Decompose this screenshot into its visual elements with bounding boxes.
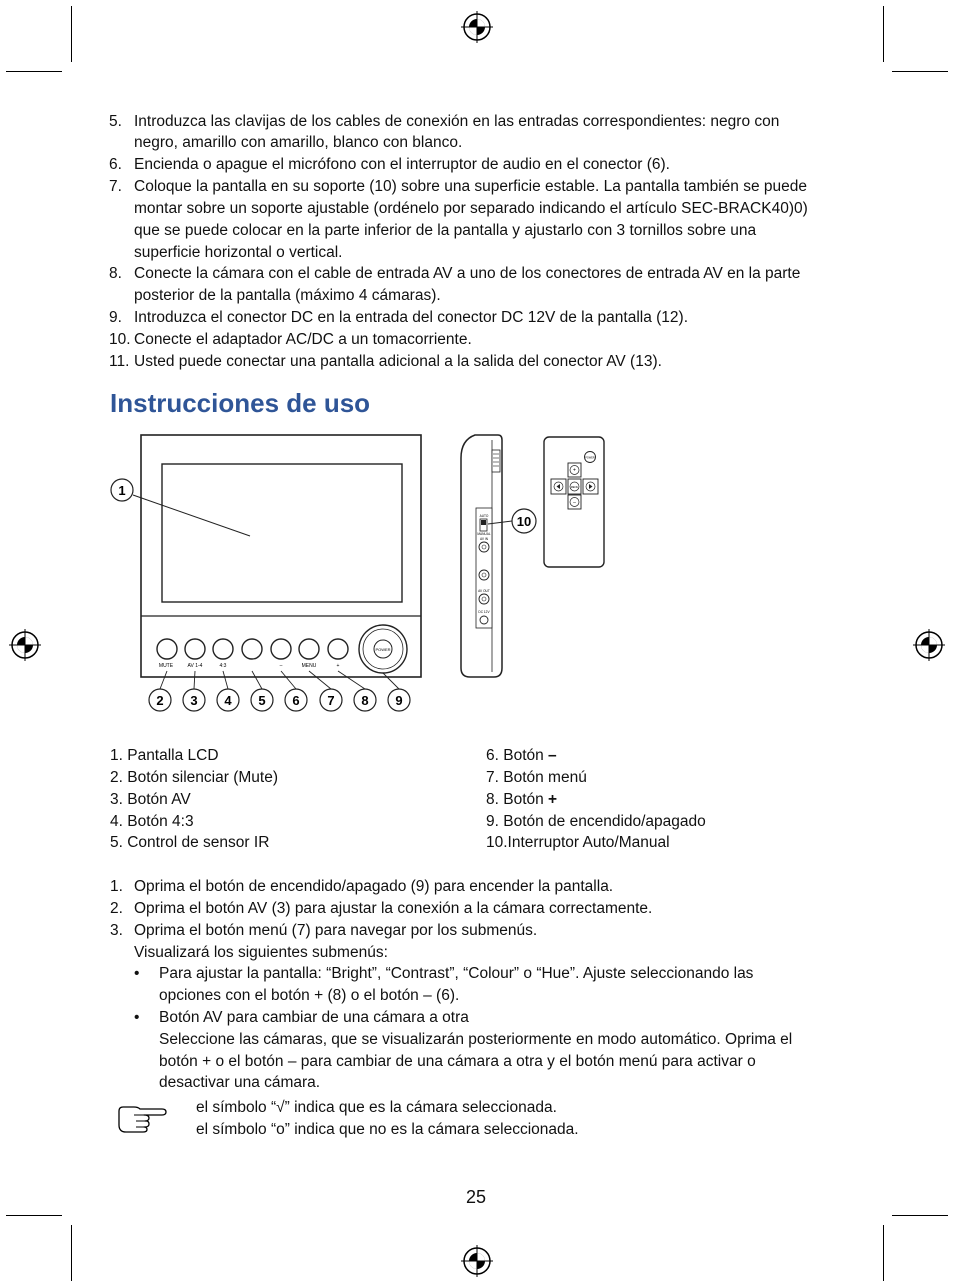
step-text: montar sobre un soporte ajustable (ordénelo por separado indicando el artículo SEC-BRACK40)0) [134,200,808,217]
step-number: 7. [109,178,122,195]
crop-mark [892,1215,948,1216]
svg-text:AUTO: AUTO [479,514,489,518]
mute-button [157,639,177,659]
legend-item: 10.Interruptor Auto/Manual [486,834,670,851]
registration-mark-bottom [461,1245,493,1277]
legend-item: 2. Botón silenciar (Mute) [110,769,278,786]
registration-mark-left [9,629,41,661]
plus-button [328,639,348,659]
svg-text:POWER: POWER [585,456,595,460]
bullet-text: opciones con el botón + (8) o el botón – (6). [159,987,460,1004]
note-line: el símbolo “ο” indica que no es la cámara seleccionada. [196,1121,579,1138]
step-text: Oprima el botón menú (7) para navegar por los submenús. [134,922,538,939]
step-number: 3. [110,922,123,939]
svg-text:–: – [573,499,576,506]
svg-text:8: 8 [361,693,369,708]
step-text: Oprima el botón de encendido/apagado (9) para encender la pantalla. [134,878,614,895]
aspect-button [213,639,233,659]
svg-text:3: 3 [190,693,198,708]
step-text: superficie horizontal o vertical. [134,244,343,261]
svg-text:MANUAL: MANUAL [477,532,491,536]
step-text: negro, amarillo con amarillo, blanco con blanco. [134,134,463,151]
power-label: POWER [375,647,391,652]
svg-text:5: 5 [258,693,266,708]
svg-text:10: 10 [516,514,532,529]
step-text: Introduzca las clavijas de los cables de conexión en las entradas correspondientes: negro con [134,113,780,130]
step-text: posterior de la pantalla (máximo 4 cámaras). [134,287,441,304]
pointing-hand-icon [116,1103,168,1133]
step-text: Usted puede conectar una pantalla adicional a la salida del conector AV (13). [134,353,662,370]
svg-text:4: 4 [224,693,232,708]
bullet-text: Para ajustar la pantalla: “Bright”, “Contrast”, “Colour” o “Hue”. Ajuste seleccionando las [159,965,754,982]
legend-item: 5. Control de sensor IR [110,834,270,851]
svg-text:6: 6 [292,693,300,708]
svg-text:7: 7 [327,693,335,708]
legend-item: 7. Botón menú [486,769,587,786]
panel-label: – [279,663,283,669]
step-number: 11. [109,353,130,370]
step-number: 2. [110,900,123,917]
bullet-text: Seleccione las cámaras, que se visualizarán posteriormente en modo automático. Oprima el [159,1031,793,1048]
step-number: 8. [109,265,122,282]
svg-text:+: + [573,467,576,474]
crop-mark [71,1225,72,1281]
av-button [185,639,205,659]
bullet-text: desactivar una cámara. [159,1074,321,1091]
step-number: 1. [110,878,123,895]
svg-text:DC 12V: DC 12V [478,610,490,614]
step-number: 5. [109,113,122,130]
step-number: 10. [109,331,131,348]
step-text: Introduzca el conector DC en la entrada del conector DC 12V de la pantalla (12). [134,309,689,326]
svg-text:1: 1 [118,483,126,498]
lcd-screen [162,464,402,602]
panel-label: 4:3 [219,663,227,669]
crop-mark [892,71,948,72]
bullet-mark: • [134,965,140,982]
panel-label: AV 1-4 [187,663,203,669]
bullet-text: Botón AV para cambiar de una cámara a otra [159,1009,469,1026]
legend-item: 4. Botón 4:3 [110,813,194,830]
svg-text:MENU: MENU [570,486,579,489]
crop-mark [883,6,884,62]
panel-label: MUTE [158,663,174,669]
panel-label: + [336,663,340,669]
step-text: Conecte el adaptador AC/DC a un tomacorriente. [134,331,472,348]
panel-label: MENU [301,663,317,669]
bullet-mark: • [134,1009,140,1026]
crop-mark [71,6,72,62]
submenu-intro: Visualizará los siguientes submenús: [134,944,388,961]
step-text: Encienda o apague el micrófono con el interruptor de audio en el conector (6). [134,156,670,173]
step-text: Oprima el botón AV (3) para ajustar la conexión a la cámara correctamente. [134,900,653,917]
svg-text:AV IN: AV IN [479,537,489,541]
step-number: 6. [109,156,122,173]
step-text: Conecte la cámara con el cable de entrada AV a uno de los conectores de entrada AV en la parte [134,265,801,282]
registration-mark-right [913,629,945,661]
minus-button [271,639,291,659]
monitor-diagram [100,428,620,723]
svg-text:9: 9 [395,693,403,708]
menu-button [299,639,319,659]
svg-text:2: 2 [156,693,164,708]
section-title: Instrucciones de uso [110,388,371,418]
step-number: 9. [109,309,122,326]
legend-item: 9. Botón de encendido/apagado [486,813,706,830]
crop-mark [883,1225,884,1281]
page-number: 25 [466,1187,487,1207]
legend-item: 8. Botón + [486,791,558,808]
note-line: el símbolo “√” indica que es la cámara seleccionada. [196,1099,557,1116]
legend-item: 3. Botón AV [110,791,191,808]
legend-item: 6. Botón – [486,747,557,764]
step-text: Coloque la pantalla en su soporte (10) sobre una superficie estable. La pantalla también se puede [134,178,807,195]
svg-text:AV OUT: AV OUT [478,589,490,593]
legend-item: 1. Pantalla LCD [110,747,219,764]
registration-mark-top [461,11,493,43]
crop-mark [6,71,62,72]
step-text: que se puede colocar en la parte inferior de la pantalla y ajustarlo con 3 tornillos sobre una [134,222,757,239]
crop-mark [6,1215,62,1216]
bullet-text: botón + o el botón – para cambiar de una cámara a otra y el botón menú para activar o [159,1053,756,1070]
ir-sensor [242,639,262,659]
